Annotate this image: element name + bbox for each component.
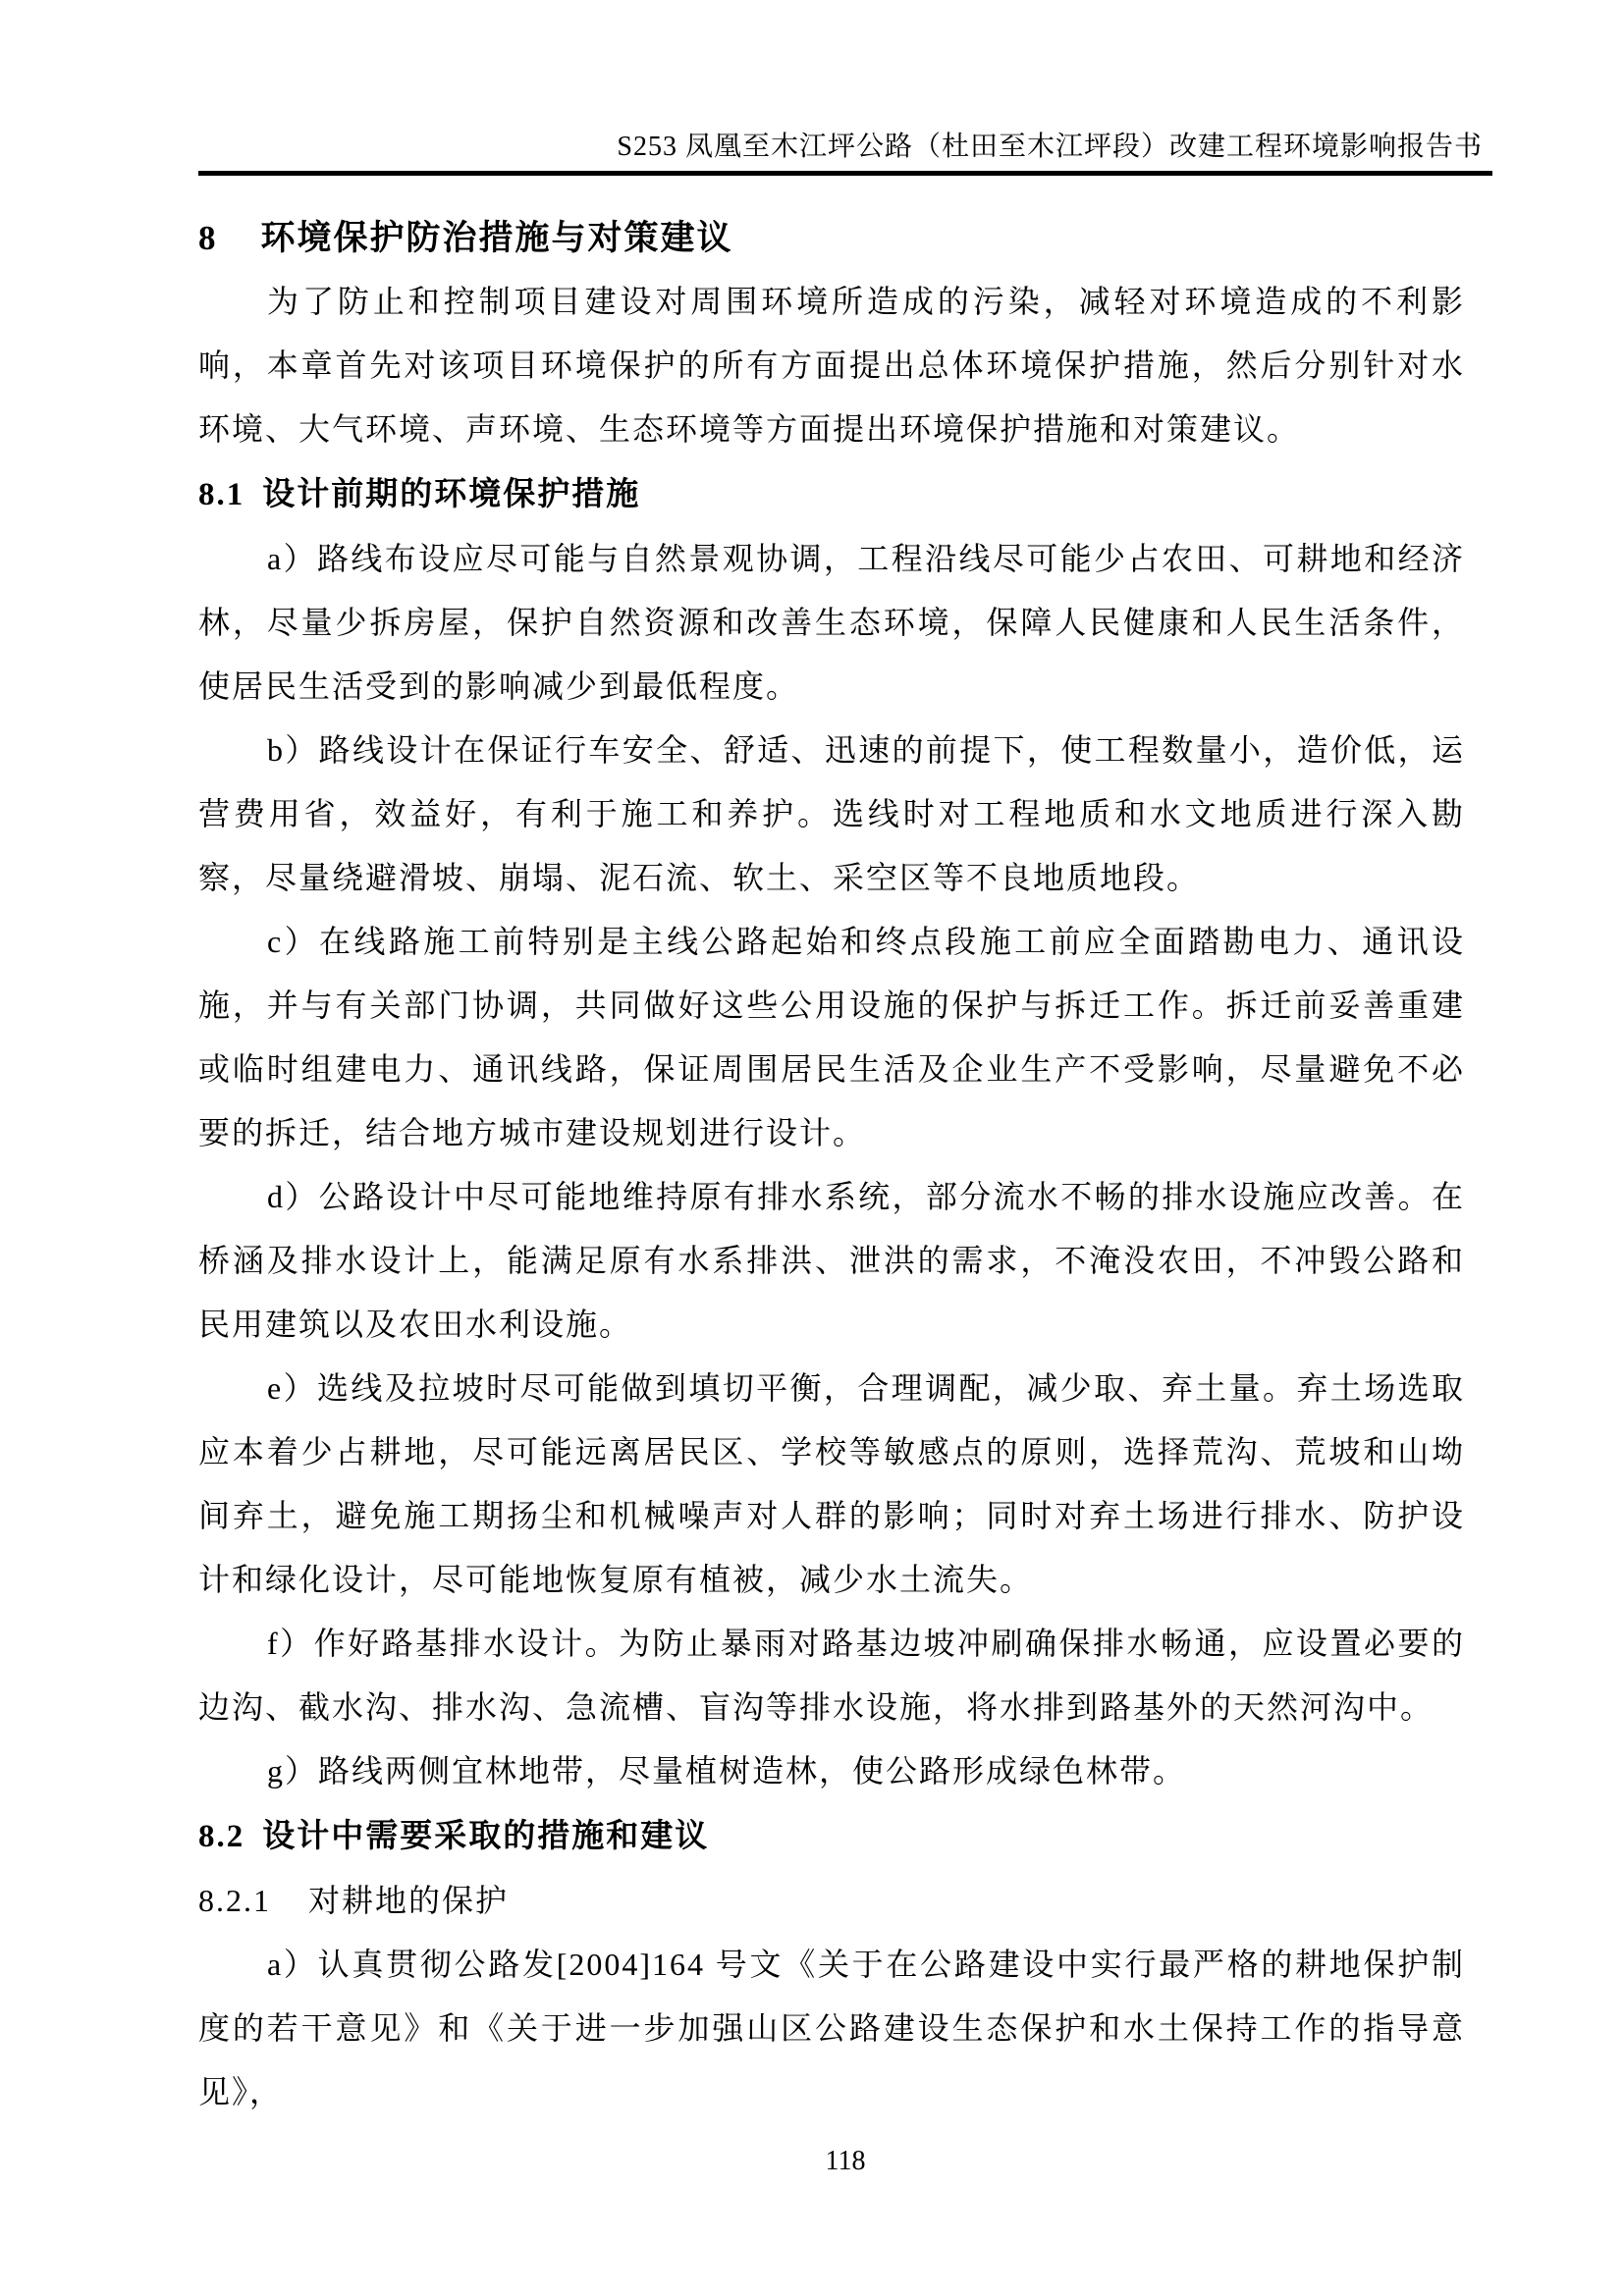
list-item-g: g）路线两侧宜林地带，尽量植树造林，使公路形成绿色林带。 — [267, 1753, 1187, 1789]
list-item-a2: a）认真贯彻公路发[2004]164 号文《关于在公路建设中实行最严格的耕地保护制度的若干意见》和《关于进一步加强山区公路建设生态保护和水土保持工作的指导意见》， — [198, 1947, 1465, 2109]
subsection-8-2-1-title: 对耕地的保护 — [308, 1883, 510, 1918]
chapter-number: 8 — [198, 219, 218, 257]
list-item-c: c）在线路施工前特别是主线公路起始和终点段施工前应全面踏勘电力、通讯设施，并与有关部门协调，共同做好这些公用设施的保护与拆迁工作。拆迁前妥善重建或临时组建电力、通讯线路，保证周围居民生活及企业生产不受影响，尽量避免不必要的拆迁，结合地方城市建设规划进行设计。 — [198, 924, 1465, 1150]
chapter-title: 环境保护防治措施与对策建议 — [260, 219, 733, 257]
list-item-f: f）作好路基排水设计。为防止暴雨对路基边坡冲刷确保排水畅通，应设置必要的边沟、截水沟、排水沟、急流槽、盲沟等排水设施，将水排到路基外的天然河沟中。 — [198, 1626, 1465, 1725]
list-item-a: a）路线布设应尽可能与自然景观协调，工程沿线尽可能少占农田、可耕地和经济林，尽量少拆房屋，保护自然资源和改善生态环境，保障人民健康和人民生活条件，使居民生活受到的影响减少到最低程度。 — [198, 541, 1465, 704]
section-8-2-number: 8.2 — [198, 1819, 245, 1854]
list-item-e: e）选线及拉坡时尽可能做到填切平衡，合理调配，减少取、弃土量。弃土场选取应本着少占耕地，尽可能远离居民区、学校等敏感点的原则，选择荒沟、荒坡和山坳间弃土，避免施工期扬尘和机械噪声对人群的影响；同时对弃土场进行排水、防护设计和绿化设计，尽可能地恢复原有植被，减少水土流失。 — [198, 1370, 1465, 1597]
header-title: S253 凤凰至木江坪公路（杜田至木江坪段）改建工程环境影响报告书 — [617, 132, 1483, 162]
section-8-2-heading — [198, 1803, 1494, 1869]
page-body — [198, 206, 1494, 2124]
list-item-d: d）公路设计中尽可能地维持原有排水系统，部分流水不畅的排水设施应改善。在桥涵及排水设计上，能满足原有水系排洪、泄洪的需求，不淹没农田，不冲毁公路和民用建筑以及农田水利设施。 — [198, 1179, 1465, 1342]
section-8-1-title: 设计前期的环境保护措施 — [262, 475, 641, 511]
subsection-8-2-1-number: 8.2.1 — [198, 1883, 271, 1918]
chapter-heading — [198, 206, 1494, 270]
section-8-1-number: 8.1 — [198, 477, 245, 512]
section-8-1-heading — [198, 461, 1494, 527]
page-number: 118 — [825, 2146, 866, 2176]
section-8-2-title: 设计中需要采取的措施和建议 — [262, 1817, 710, 1853]
subsection-8-2-1-heading — [198, 1869, 1494, 1933]
page-header — [198, 129, 1492, 176]
list-item-b: b）路线设计在保证行车安全、舒适、迅速的前提下，使工程数量小，造价低，运营费用省，效益好，有利于施工和养护。选线时对工程地质和水文地质进行深入勘察，尽量绕避滑坡、崩塌、泥石流、软土、采空区等不良地质地段。 — [198, 732, 1465, 895]
intro-paragraph: 为了防止和控制项目建设对周围环境所造成的污染，减轻对环境造成的不利影响，本章首先对该项目环境保护的所有方面提出总体环境保护措施，然后分别针对水环境、大气环境、声环境、生态环境等方面提出环境保护措施和对策建议。 — [198, 284, 1465, 447]
